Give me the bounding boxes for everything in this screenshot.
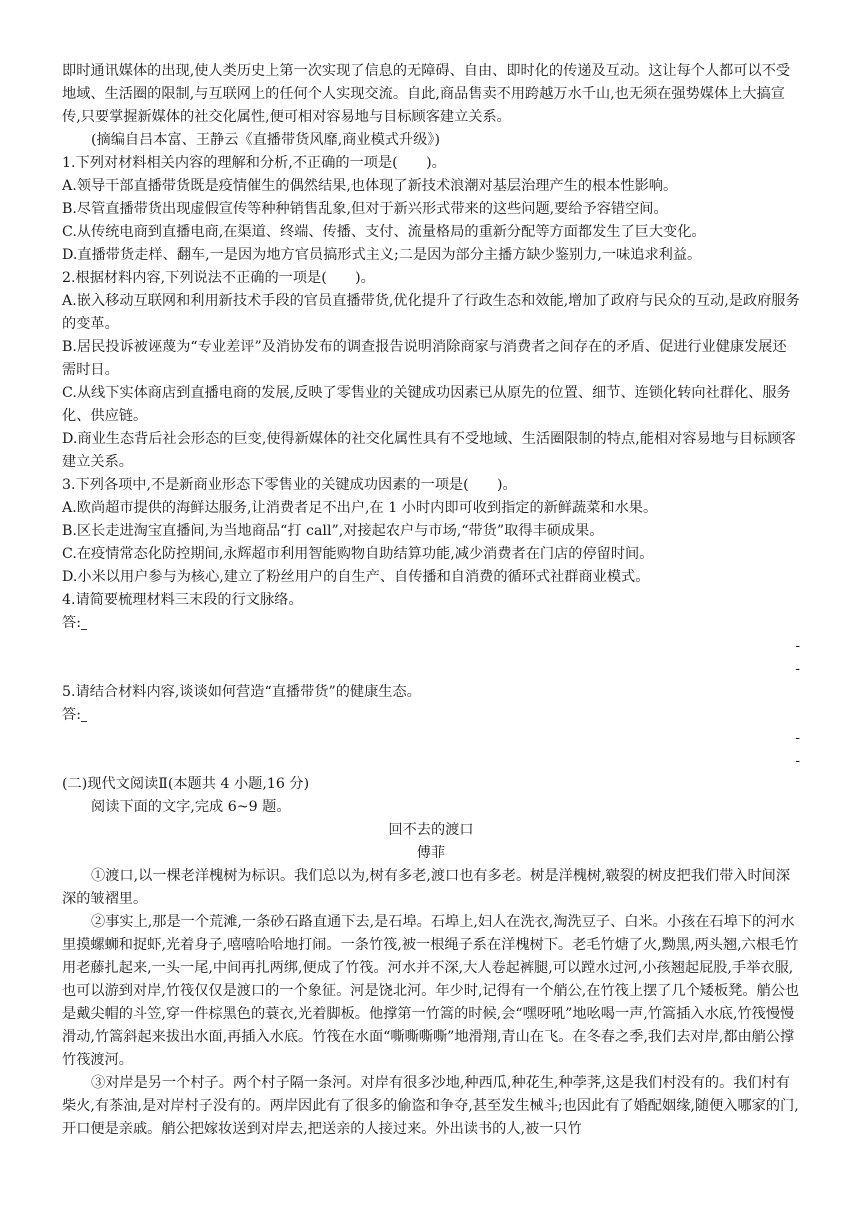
source-note: (摘编自吕本富、王静云《直播带货风靡,商业模式升级》)	[91, 132, 440, 148]
article-title: 回不去的渡口	[388, 822, 474, 838]
question-2	[62, 267, 800, 474]
option-a: A.欧尚超市提供的海鲜达服务,让消费者足不出户,在 1 小时内即可收到指定的新鲜蔬菜和水果。	[62, 500, 658, 516]
option-a: A.领导干部直播带货既是疫情催生的偶然结果,也体现了新技术浪潮对基层治理产生的根本性影响。	[62, 178, 678, 194]
answer-dash: -	[795, 661, 800, 677]
answer-blank[interactable]	[81, 707, 87, 722]
question-stem: 4.请简要梳理材料三末段的行文脉络。	[62, 592, 303, 608]
option-c: C.在疫情常态化防控期间,永辉超市利用智能购物自助结算功能,减少消费者在门店的停留时间。	[62, 546, 654, 562]
answer-line	[62, 612, 800, 635]
answer-label: 答:	[62, 615, 81, 631]
answer-label: 答:	[62, 707, 81, 723]
option-d: D.直播带货走样、翻车,一是因为地方官员搞形式主义;二是因为部分主播方缺少鉴别力,一味追求利益。	[62, 247, 702, 263]
section-instruction: 阅读下面的文字,完成 6~9 题。	[91, 799, 291, 815]
question-stem: 2.根据材料内容,下列说法不正确的一项是( )。	[62, 270, 375, 286]
option-b: B.居民投诉被诬蔑为“专业差评”及消协发布的调查报告说明消除商家与消费者之间存在的矛盾、促进行业健康发展还需时日。	[62, 339, 787, 378]
material-paragraph: 即时通讯媒体的出现,使人类历史上第一次实现了信息的无障碍、自由、即时化的传递及互动。这让每个人都可以不受地域、生活圈的限制,与互联网上的任何个人实现交流。自此,商品售卖不用跨越万水千山,也无须在强势媒体上大搞宣传,只要掌握新媒体的社交化属性,便可相对容易地与目标顾客建立关系。	[62, 63, 791, 125]
option-c: C.从线下实体商店到直播电商的发展,反映了零售业的关键成功因素已从原先的位置、细节、连锁化转向社群化、服务化、供应链。	[62, 385, 791, 424]
option-b: B.尽管直播带货出现虚假宣传等种种销售乱象,但对于新兴形式带来的这些问题,要给予容错空间。	[62, 201, 668, 217]
question-1	[62, 152, 800, 267]
answer-dash: -	[795, 638, 800, 654]
answer-dash: -	[795, 730, 800, 746]
option-c: C.从传统电商到直播电商,在渠道、终端、传播、支付、流量格局的重新分配等方面都发生了巨大变化。	[62, 224, 706, 240]
article-author: 傅菲	[416, 845, 446, 861]
article-paragraph: ①渡口,以一棵老洋槐树为标识。我们总以为,树有多老,渡口也有多老。树是洋槐树,皲裂的树皮把我们带入时间深深的皱褶里。	[62, 868, 791, 907]
question-5	[62, 681, 800, 773]
question-4	[62, 589, 800, 681]
section-2	[62, 773, 800, 1141]
option-b: B.区长走进淘宝直播间,为当地商品“打 call”,对接起农户与市场,“带货”取得丰硕成果。	[62, 523, 604, 539]
answer-line	[62, 704, 800, 727]
question-3	[62, 474, 800, 589]
question-stem: 3.下列各项中,不是新商业形态下零售业的关键成功因素的一项是( )。	[62, 477, 517, 493]
question-stem: 5.请结合材料内容,谈谈如何营造“直播带货”的健康生态。	[62, 684, 421, 700]
article-paragraph: ③对岸是另一个村子。两个村子隔一条河。对岸有很多沙地,种西瓜,种花生,种荸荠,这是我们村没有的。我们村有柴火,有茶油,是对岸村子没有的。两岸因此有了很多的偷盗和争夺,甚至发生械斗;也因此有了婚配姻缘,随便入哪家的门,开口便是亲戚。艄公把嫁妆送到对岸去,把送亲的人接过来。外出读书的人,被一只竹	[62, 1075, 799, 1137]
answer-dash: -	[795, 753, 800, 769]
option-d: D.小米以用户参与为核心,建立了粉丝用户的自生产、自传播和自消费的循环式社群商业模式。	[62, 569, 650, 585]
answer-blank[interactable]	[81, 615, 87, 630]
section-heading: (二)现代文阅读Ⅱ(本题共 4 小题,16 分)	[62, 776, 310, 792]
option-a: A.嵌入移动互联网和利用新技术手段的官员直播带货,优化提升了行政生态和效能,增加了政府与民众的互动,是政府服务的变革。	[62, 293, 800, 332]
option-d: D.商业生态背后社会形态的巨变,使得新媒体的社交化属性具有不受地域、生活圈限制的特点,能相对容易地与目标顾客建立关系。	[62, 431, 796, 470]
question-stem: 1.下列对材料相关内容的理解和分析,不正确的一项是( )。	[62, 155, 446, 171]
article-paragraph: ②事实上,那是一个荒滩,一条砂石路直通下去,是石埠。石埠上,妇人在洗衣,淘洗豆子、白米。小孩在石埠下的河水里摸螺蛳和捉虾,光着身子,嘻嘻哈哈地打闹。一条竹筏,被一根绳子系在洋槐树下。老毛竹煻了火,黝黑,两头翘,六根毛竹用老藤扎起来,一头一尾,中间再扎两绑,便成了竹筏。河水并不深,大人卷起裤腿,可以蹚水过河,小孩翘起屁股,手举衣服,也可以游到对岸,竹筏仅仅是渡口的一个象征。河是饶北河。年少时,记得有一个艄公,在竹筏上摆了几个矮板凳。艄公也是戴尖帽的斗笠,穿一件棕黑色的蓑衣,光着脚板。他撑第一竹篙的时候,会“嘿呀吼”地吆喝一声,竹篙插入水底,竹筏慢慢滑动,竹篙斜起来拔出水面,再插入水底。竹筏在水面“嘶嘶嘶嘶”地滑翔,青山在飞。在冬春之季,我们去对岸,都由艄公撑竹筏渡河。	[62, 914, 800, 1068]
document-page	[62, 60, 800, 1141]
